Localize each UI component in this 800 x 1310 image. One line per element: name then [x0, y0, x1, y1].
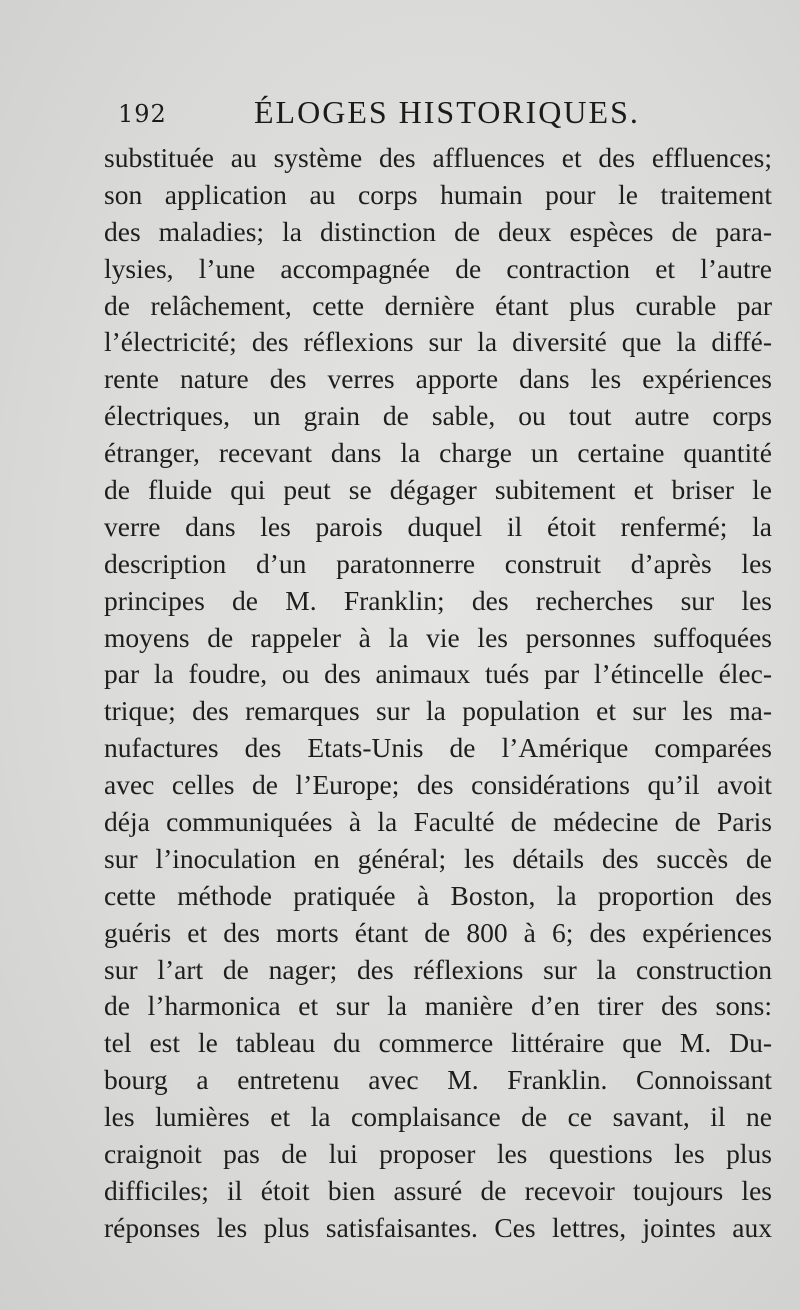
- text-line: électriques, un grain de sable, ou tout autre corps: [104, 400, 772, 432]
- running-title: ÉLOGES HISTORIQUES.: [254, 94, 640, 130]
- page-header: [118, 94, 658, 138]
- text-line: cette méthode pratiquée à Boston, la proportion des: [104, 879, 772, 911]
- text-line: par la foudre, ou des animaux tués par l’étincelle élec-: [104, 658, 772, 690]
- text-line: déja communiquées à la Faculté de médecine de Paris: [104, 806, 772, 838]
- text-line: tel est le tableau du commerce littéraire que M. Du-: [104, 1027, 772, 1059]
- text-line: verre dans les parois duquel il étoit renfermé; la: [104, 510, 772, 542]
- text-line: les lumières et la complaisance de ce savant, il ne: [104, 1101, 772, 1133]
- body-text: [104, 140, 772, 1247]
- text-line: trique; des remarques sur la population et sur les ma-: [104, 695, 772, 727]
- text-line: réponses les plus satisfaisantes. Ces lettres, jointes aux: [104, 1211, 772, 1243]
- text-line: avec celles de l’Europe; des considérations qu’il avoit: [104, 769, 772, 801]
- text-line: rente nature des verres apporte dans les expériences: [104, 363, 772, 395]
- text-line: craignoit pas de lui proposer les questions les plus: [104, 1138, 772, 1170]
- page-number: 192: [118, 100, 167, 128]
- text-line: des maladies; la distinction de deux espèces de para-: [104, 215, 772, 247]
- text-line: difficiles; il étoit bien assuré de recevoir toujours les: [104, 1174, 772, 1206]
- text-line: guéris et des morts étant de 800 à 6; des expériences: [104, 916, 772, 948]
- text-line: l’électricité; des réflexions sur la diversité que la diffé-: [104, 326, 772, 358]
- text-line: substituée au système des affluences et des effluences;: [104, 142, 772, 173]
- text-line: description d’un paratonnerre construit d’après les: [104, 547, 772, 579]
- text-line: moyens de rappeler à la vie les personnes suffoquées: [104, 621, 772, 653]
- text-line: de l’harmonica et sur la manière d’en tirer des sons:: [104, 990, 772, 1022]
- text-line: sur l’inoculation en général; les détails des succès de: [104, 842, 772, 874]
- text-line: principes de M. Franklin; des recherches sur les: [104, 584, 772, 616]
- text-line: nufactures des Etats-Unis de l’Amérique comparées: [104, 732, 772, 764]
- text-line: sur l’art de nager; des réflexions sur la construction: [104, 953, 772, 985]
- text-line: de relâchement, cette dernière étant plus curable par: [104, 289, 772, 321]
- text-line: lysies, l’une accompagnée de contraction et l’autre: [104, 252, 772, 284]
- text-line: bourg a entretenu avec M. Franklin. Connoissant: [104, 1064, 772, 1096]
- text-line: étranger, recevant dans la charge un certaine quantité: [104, 437, 772, 469]
- text-line: son application au corps humain pour le traitement: [104, 178, 772, 210]
- text-line: de fluide qui peut se dégager subitement et briser le: [104, 474, 772, 506]
